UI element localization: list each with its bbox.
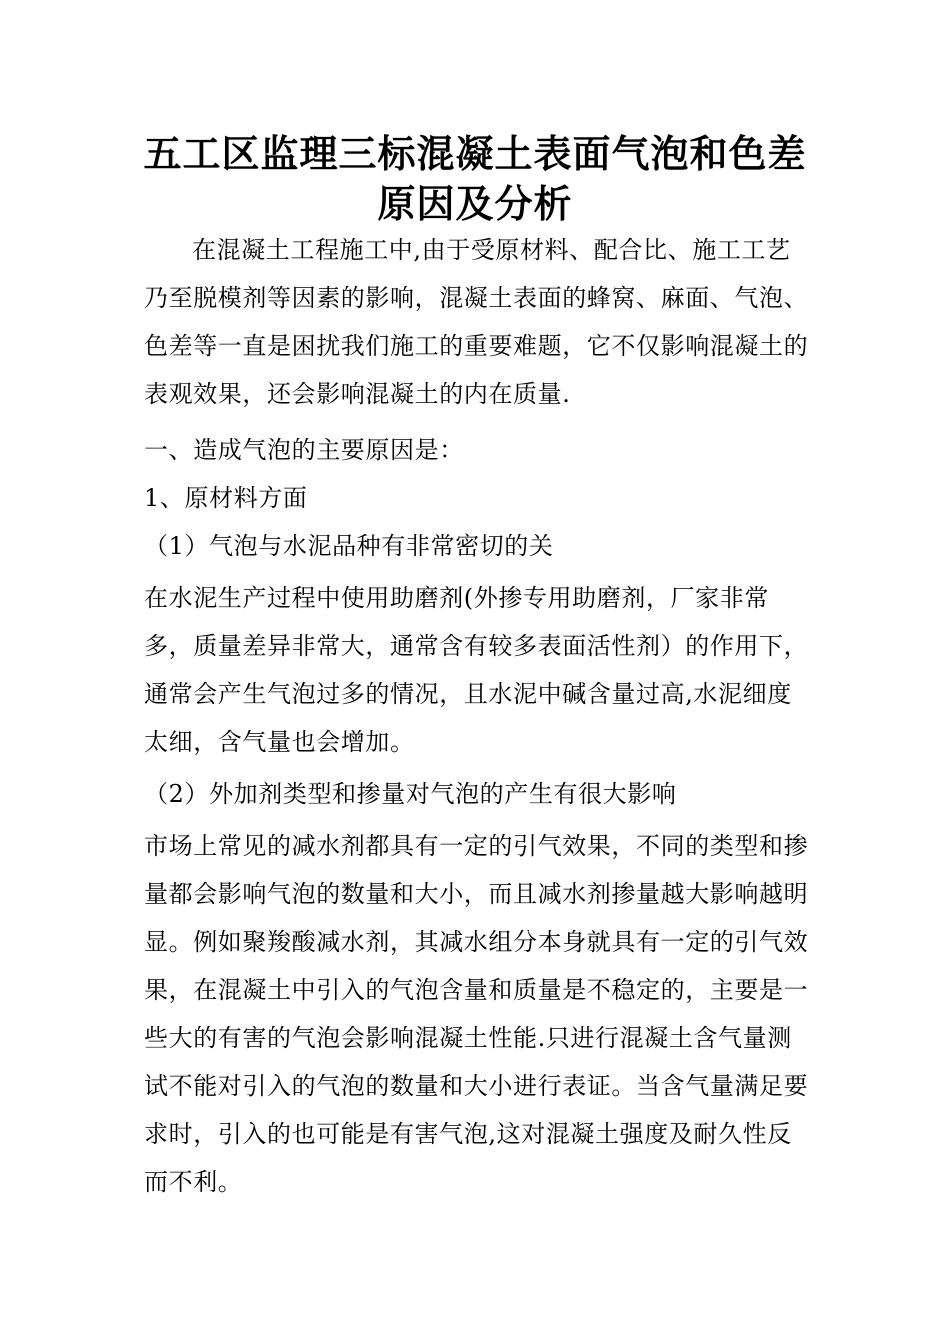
document-title-line-2: 原因及分析 — [377, 181, 573, 226]
item-heading-2: （2）外加剂类型和掺量对气泡的产生有很大影响 — [144, 780, 677, 808]
subsection-heading: 1、原材料方面 — [144, 484, 308, 512]
item-paragraph-1: 在水泥生产过程中使用助磨剂(外掺专用助磨剂，厂家非常多，质量差异非常大，通常含有较多表面活性剂）的作用下，通常会产生气泡过多的情况，且水泥中碱含量过高,水泥细度太细，含气量也会增加。 — [144, 584, 809, 756]
document-title-line-1: 五工区监理三标混凝土表面气泡和色差 — [143, 131, 807, 176]
item-heading-1: （1）气泡与水泥品种有非常密切的关 — [144, 532, 554, 560]
intro-paragraph: 在混凝土工程施工中,由于受原材料、配合比、施工工艺乃至脱模剂等因素的影响，混凝土表面的蜂窝、麻面、气泡、色差等一直是困扰我们施工的重要难题，它不仅影响混凝土的表观效果，还会影响混凝土的内在质量. — [144, 236, 809, 408]
section-heading: 一、造成气泡的主要原因是： — [144, 436, 464, 464]
item-paragraph-2: 市场上常见的减水剂都具有一定的引气效果，不同的类型和掺量都会影响气泡的数量和大小，而且减水剂掺量越大影响越明显。例如聚羧酸减水剂，其减水组分本身就具有一定的引气效果，在混凝土中引入的气泡含量和质量是不稳定的，主要是一些大的有害的气泡会影响混凝土性能.只进行混凝土含气量测试不能对引入的气泡的数量和大小进行表证。当含气量满足要求时，引入的也可能是有害气泡,这对混凝土强度及耐久性反而不利。 — [144, 832, 809, 1196]
